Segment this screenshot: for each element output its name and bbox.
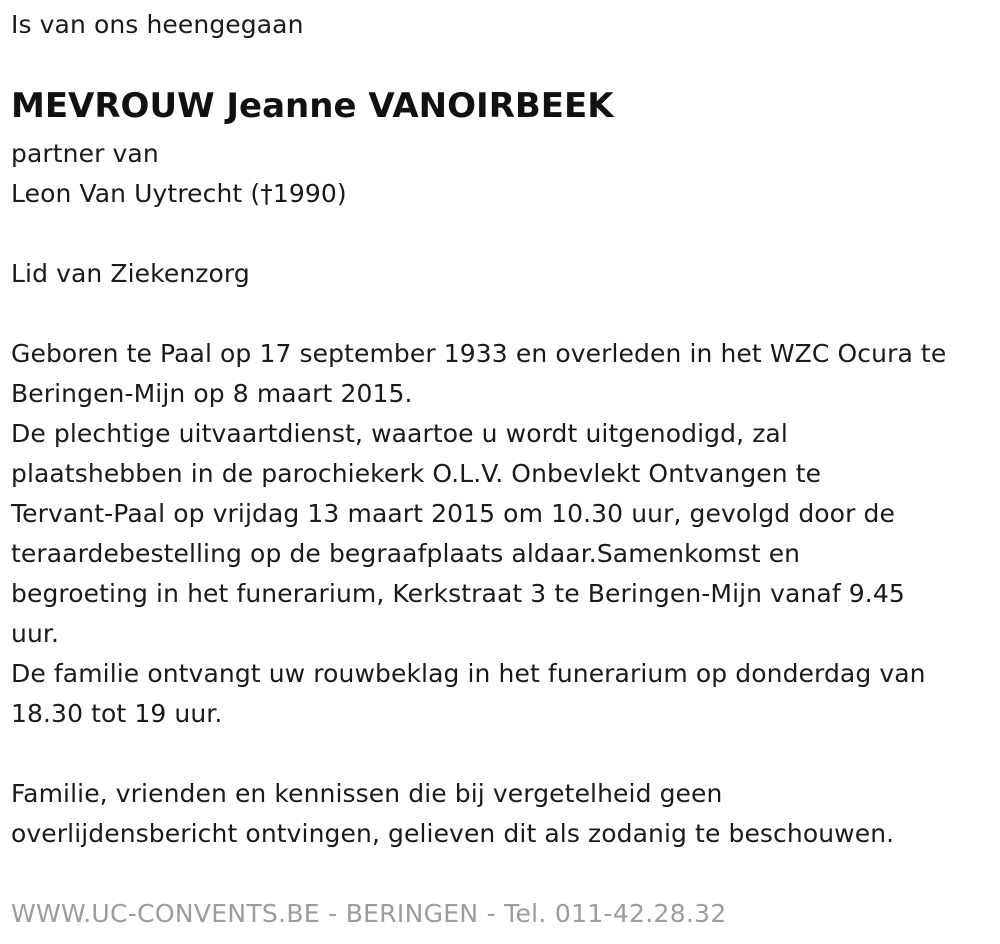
details-line: plaatshebben in de parochiekerk O.L.V. Onbevlekt Ontvangen te [11,459,822,488]
details-line: Tervant-Paal op vrijdag 13 maart 2015 om 10.30 uur, gevolgd door de [11,499,895,528]
details-line: Beringen-Mijn op 8 maart 2015. [11,379,413,408]
deceased-name: MEVROUW Jeanne VANOIRBEEK [11,86,614,126]
membership-text: Lid van Ziekenzorg [11,259,250,288]
partner-name: Leon Van Uytrecht (†1990) [11,179,347,208]
details-line: uur. [11,619,60,648]
notice-line: Familie, vrienden en kennissen die bij vergetelheid geen [11,779,723,808]
intro-text: Is van ons heengegaan [11,10,304,39]
details-block [11,334,946,734]
notice-line: overlijdensbericht ontvingen, gelieven dit als zodanig te beschouwen. [11,819,895,848]
notice-block [11,774,894,854]
details-line: De familie ontvangt uw rouwbeklag in het funerarium op donderdag van [11,659,926,688]
details-line: De plechtige uitvaartdienst, waartoe u wordt uitgenodigd, zal [11,419,788,448]
details-line: 18.30 tot 19 uur. [11,699,223,728]
partner-block [11,134,347,214]
footer-contact: WWW.UC-CONVENTS.BE - BERINGEN - Tel. 011-42.28.32 [11,899,727,928]
details-line: begroeting in het funerarium, Kerkstraat 3 te Beringen-Mijn vanaf 9.45 [11,579,905,608]
membership-block [11,254,250,294]
details-line: Geboren te Paal op 17 september 1933 en overleden in het WZC Ocura te [11,339,947,368]
partner-label: partner van [11,139,159,168]
details-line: teraardebestelling op de begraafplaats aldaar.Samenkomst en [11,539,801,568]
